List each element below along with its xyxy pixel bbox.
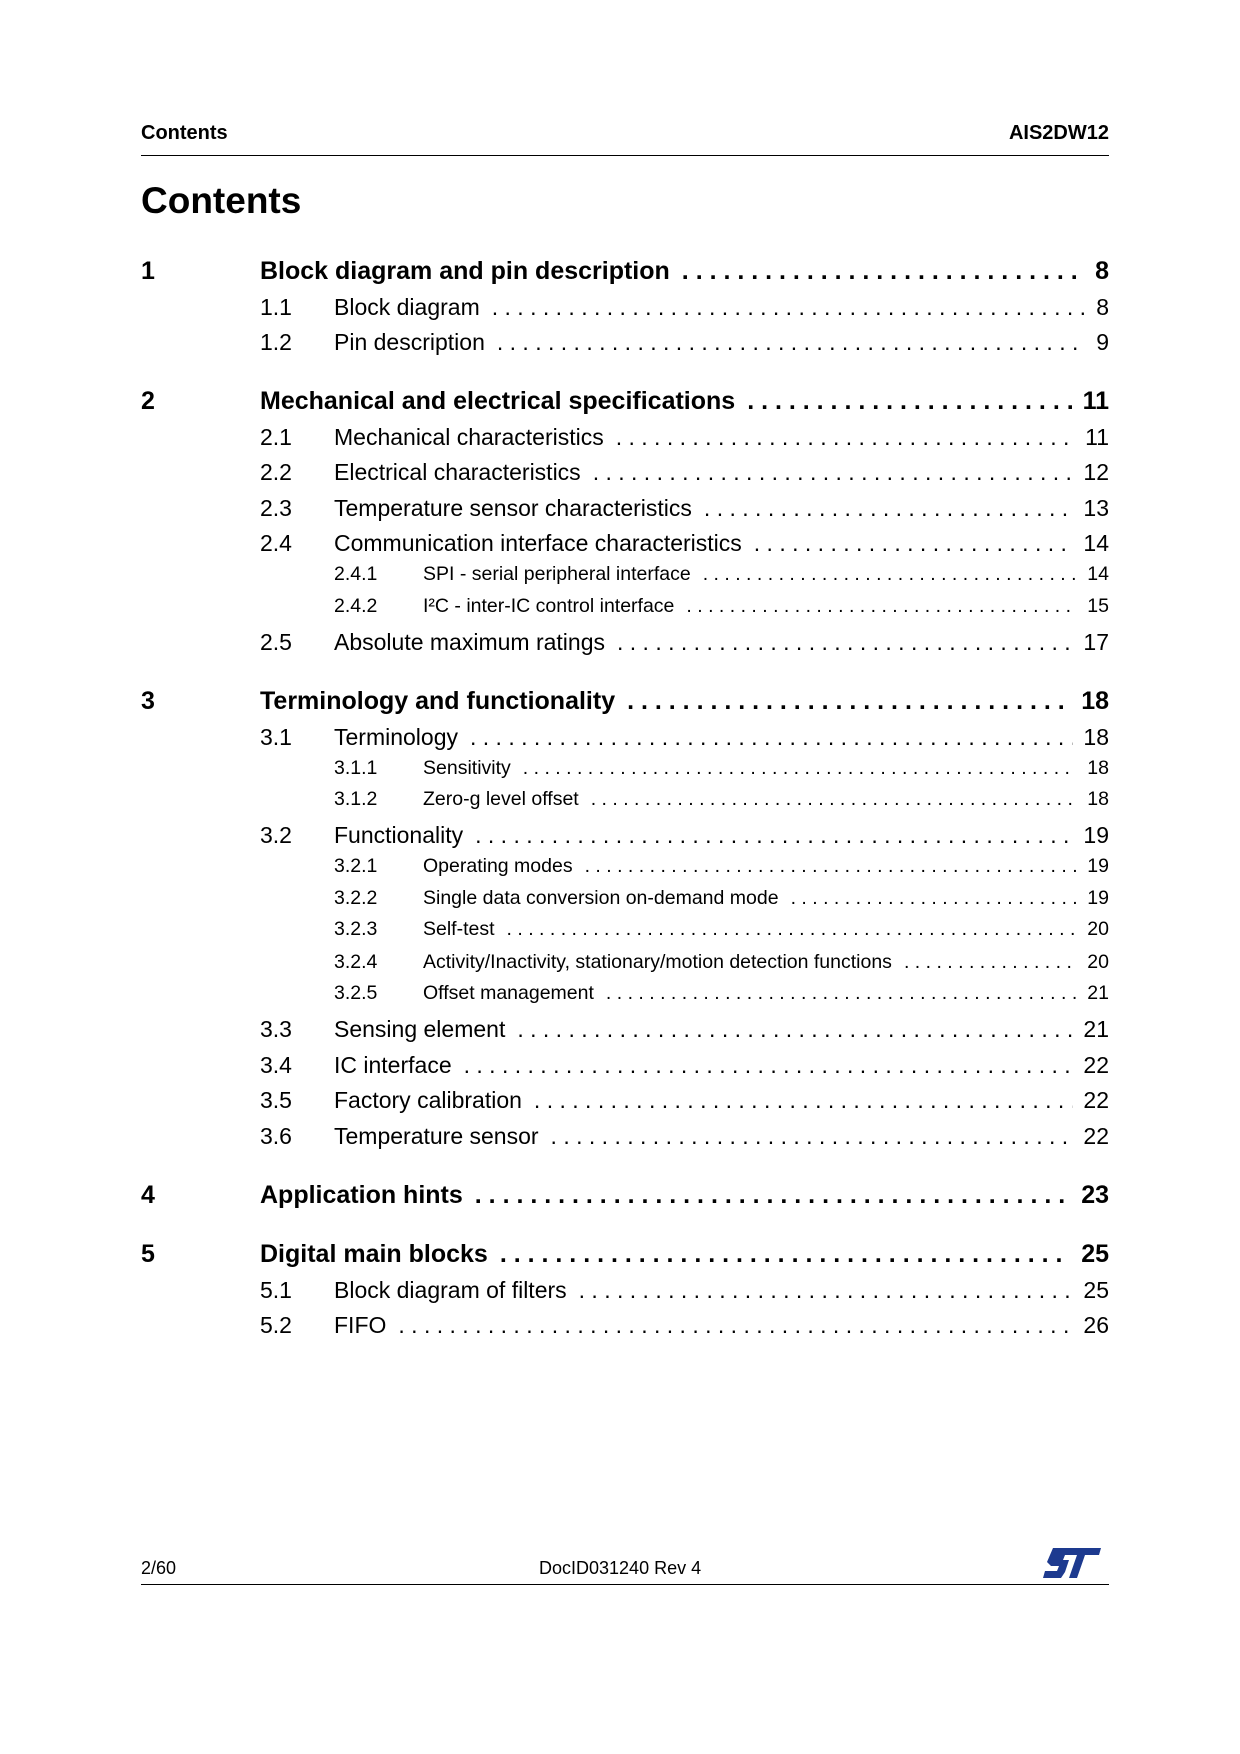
toc-entry-title[interactable]: Terminology and functionality [260, 687, 616, 715]
toc-entry-page[interactable]: 13 [1083, 495, 1109, 521]
toc-entry-number: 3.2.4 [334, 951, 378, 973]
header-doc-name: AIS2DW12 [1008, 122, 1109, 144]
toc-entry-page[interactable]: 22 [1083, 1123, 1109, 1149]
toc-entry[interactable] [260, 1312, 1109, 1339]
toc-dot-leader [585, 855, 1078, 878]
toc-entry-title[interactable]: Block diagram [334, 294, 480, 320]
toc-entry-number: 5 [141, 1240, 155, 1268]
toc-dot-leader [591, 788, 1078, 811]
toc-entry-page[interactable]: 22 [1083, 1052, 1109, 1078]
toc-entry-number: 2 [141, 387, 155, 415]
toc-entry-page[interactable]: 20 [1087, 918, 1109, 940]
toc-entry-title[interactable]: Mechanical and electrical specifications [260, 387, 736, 415]
toc-entry[interactable] [141, 387, 1109, 416]
toc-dot-leader [534, 1087, 1073, 1114]
toc-entry-title[interactable]: Application hints [260, 1181, 463, 1209]
toc-entry-title[interactable]: Single data conversion on-demand mode [423, 887, 779, 909]
toc-entry-title[interactable]: Activity/Inactivity, stationary/motion detection functions [423, 951, 892, 973]
toc-dot-leader [791, 887, 1078, 910]
toc-entry[interactable] [260, 629, 1109, 656]
toc-entry-page[interactable]: 21 [1087, 982, 1109, 1004]
toc-entry-title[interactable]: Operating modes [423, 855, 573, 877]
toc-dot-leader [682, 257, 1085, 286]
toc-entry[interactable] [260, 459, 1109, 486]
toc-entry[interactable] [260, 424, 1109, 451]
toc-dot-leader [551, 1123, 1074, 1150]
page-header [141, 119, 1109, 156]
toc-entry-number: 3.2.3 [334, 918, 378, 940]
toc-entry[interactable] [334, 982, 1109, 1005]
toc-entry-number: 3.5 [260, 1087, 292, 1113]
toc-dot-leader [616, 424, 1075, 451]
toc-dot-leader [703, 563, 1078, 586]
toc-entry-number: 4 [141, 1181, 155, 1209]
toc-entry[interactable] [334, 595, 1109, 618]
toc-entry-number: 5.1 [260, 1277, 292, 1303]
toc-dot-leader [470, 724, 1073, 751]
toc-entry[interactable] [260, 1087, 1109, 1114]
toc-entry-number: 3.2 [260, 822, 292, 848]
toc-dot-leader [617, 629, 1073, 656]
toc-entry-number: 2.4.2 [334, 595, 378, 617]
footer-doc-id: DocID031240 Rev 4 [539, 1558, 702, 1578]
toc-entry-page[interactable]: 26 [1083, 1312, 1109, 1338]
footer-page-number: 2/60 [141, 1558, 177, 1578]
toc-dot-leader [606, 982, 1077, 1005]
toc-entry-page[interactable]: 11 [1085, 424, 1109, 450]
toc-entry[interactable] [260, 294, 1109, 321]
toc-entry-page[interactable]: 14 [1083, 530, 1109, 556]
toc-entry-title[interactable]: Absolute maximum ratings [334, 629, 605, 655]
toc-entry-title[interactable]: Offset management [423, 982, 594, 1004]
toc-entry-title[interactable]: Self-test [423, 918, 495, 940]
toc-entry-number: 3.2.2 [334, 887, 378, 909]
toc-entry-number: 1.1 [260, 294, 292, 320]
toc-entry-title[interactable]: Sensing element [334, 1016, 506, 1042]
toc-entry-number: 2.4.1 [334, 563, 378, 585]
toc-entry-page[interactable]: 25 [1083, 1277, 1109, 1303]
toc-dot-leader [593, 459, 1074, 486]
toc-entry-title[interactable]: Communication interface characteristics [334, 530, 742, 556]
toc-dot-leader [904, 951, 1077, 974]
toc-entry-title[interactable]: Electrical characteristics [334, 459, 581, 485]
toc-entry-title[interactable]: Sensitivity [423, 757, 511, 779]
toc-entry-page[interactable]: 18 [1087, 757, 1109, 779]
toc-entry-page[interactable]: 14 [1087, 563, 1109, 585]
toc-dot-leader [464, 1052, 1074, 1079]
toc-dot-leader [704, 495, 1073, 522]
toc-entry-number: 3.2.5 [334, 982, 378, 1004]
toc-entry[interactable] [141, 257, 1109, 286]
toc-dot-leader [475, 822, 1073, 849]
toc-entry-page[interactable]: 25 [1081, 1240, 1109, 1268]
toc-entry-number: 3.4 [260, 1052, 292, 1078]
toc-entry-title[interactable]: Block diagram of filters [334, 1277, 567, 1303]
toc-dot-leader [523, 757, 1078, 780]
toc-entry[interactable] [334, 855, 1109, 878]
toc-entry-number: 3.6 [260, 1123, 292, 1149]
toc-entry[interactable] [260, 530, 1109, 557]
toc-entry-number: 2.4 [260, 530, 292, 556]
toc-entry-page[interactable]: 18 [1081, 687, 1109, 715]
toc-entry[interactable] [334, 563, 1109, 586]
toc-entry-number: 2.5 [260, 629, 292, 655]
toc-entry-title[interactable]: Terminology [334, 724, 458, 750]
toc-entry-page[interactable]: 19 [1083, 822, 1109, 848]
toc-entry[interactable] [334, 918, 1109, 941]
toc-dot-leader [579, 1277, 1074, 1304]
toc-entry-number: 3.1 [260, 724, 292, 750]
toc-entry-number: 1.2 [260, 329, 292, 355]
toc-entry[interactable] [260, 822, 1109, 849]
toc-entry-page[interactable]: 23 [1081, 1181, 1109, 1209]
toc-entry[interactable] [260, 495, 1109, 522]
toc-entry[interactable] [334, 757, 1109, 780]
toc-entry-page[interactable]: 22 [1083, 1087, 1109, 1113]
toc-entry-page[interactable]: 8 [1096, 294, 1109, 320]
toc-entry-page[interactable]: 18 [1087, 788, 1109, 810]
toc-entry[interactable] [260, 1052, 1109, 1079]
toc-entry-title[interactable]: Temperature sensor characteristics [334, 495, 692, 521]
toc-entry-title[interactable]: IC interface [334, 1052, 452, 1078]
toc-entry[interactable] [334, 951, 1109, 974]
toc-entry-number: 3.2.1 [334, 855, 378, 877]
toc-entry-number: 3.3 [260, 1016, 292, 1042]
toc-entry[interactable] [260, 1123, 1109, 1150]
toc-entry-page[interactable]: 19 [1087, 887, 1109, 909]
toc-dot-leader [500, 1240, 1071, 1269]
toc-entry-page[interactable]: 20 [1087, 951, 1109, 973]
toc-entry[interactable] [260, 329, 1109, 356]
page-title: Contents [141, 180, 302, 221]
toc-entry-page[interactable]: 12 [1083, 459, 1109, 485]
toc-entry-title[interactable]: I²C - inter-IC control interface [423, 595, 675, 617]
toc-entry-number: 2.2 [260, 459, 292, 485]
toc-dot-leader [627, 687, 1071, 716]
toc-entry-page[interactable]: 18 [1083, 724, 1109, 750]
toc-dot-leader [517, 1016, 1073, 1043]
toc-entry-number: 3.1.2 [334, 788, 378, 810]
toc-dot-leader [747, 387, 1072, 416]
toc-entry-number: 3.1.1 [334, 757, 378, 779]
toc-entry-title[interactable]: Temperature sensor [334, 1123, 539, 1149]
toc-entry-title[interactable]: Pin description [334, 329, 485, 355]
toc-entry[interactable] [141, 1181, 1109, 1210]
toc-entry[interactable] [260, 1277, 1109, 1304]
toc-dot-leader [754, 530, 1074, 557]
toc-entry-title[interactable]: Mechanical characteristics [334, 424, 604, 450]
toc-entry-page[interactable]: 9 [1096, 329, 1109, 355]
toc-entry-page[interactable]: 15 [1087, 595, 1109, 617]
toc-entry-page[interactable]: 17 [1083, 629, 1109, 655]
toc-entry-title[interactable]: Block diagram and pin description [260, 257, 670, 285]
toc-dot-leader [492, 294, 1086, 321]
toc-entry-number: 1 [141, 257, 155, 285]
toc-entry[interactable] [141, 687, 1109, 716]
toc-entry-title[interactable]: Functionality [334, 822, 464, 848]
toc-entry-title[interactable]: SPI - serial peripheral interface [423, 563, 691, 585]
toc-entry-page[interactable]: 19 [1087, 855, 1109, 877]
toc-entry-page[interactable]: 8 [1095, 257, 1109, 285]
st-logo [1041, 1546, 1103, 1585]
page-footer [141, 1556, 1109, 1585]
toc-entry-number: 5.2 [260, 1312, 292, 1338]
toc-entry-number: 2.3 [260, 495, 292, 521]
toc-entry-title[interactable]: Zero-g level offset [423, 788, 579, 810]
toc-entry-page[interactable]: 11 [1082, 387, 1109, 415]
toc-entry-page[interactable]: 21 [1083, 1016, 1109, 1042]
st-logo-icon [1041, 1546, 1103, 1580]
toc-dot-leader [398, 1312, 1073, 1339]
toc-entry[interactable] [260, 724, 1109, 751]
toc-dot-leader [475, 1181, 1071, 1210]
toc-entry[interactable] [260, 1016, 1109, 1043]
header-section-label: Contents [141, 122, 228, 144]
toc-dot-leader [507, 918, 1078, 941]
toc-entry-number: 3 [141, 687, 155, 715]
toc-entry[interactable] [141, 1240, 1109, 1269]
toc-dot-leader [686, 595, 1077, 618]
toc-dot-leader [497, 329, 1086, 356]
toc-entry[interactable] [334, 788, 1109, 811]
toc-entry[interactable] [334, 887, 1109, 910]
toc-entry-title[interactable]: Digital main blocks [260, 1240, 488, 1268]
toc-entry-number: 2.1 [260, 424, 292, 450]
toc-entry-title[interactable]: FIFO [334, 1312, 387, 1338]
toc-entry-title[interactable]: Factory calibration [334, 1087, 522, 1113]
